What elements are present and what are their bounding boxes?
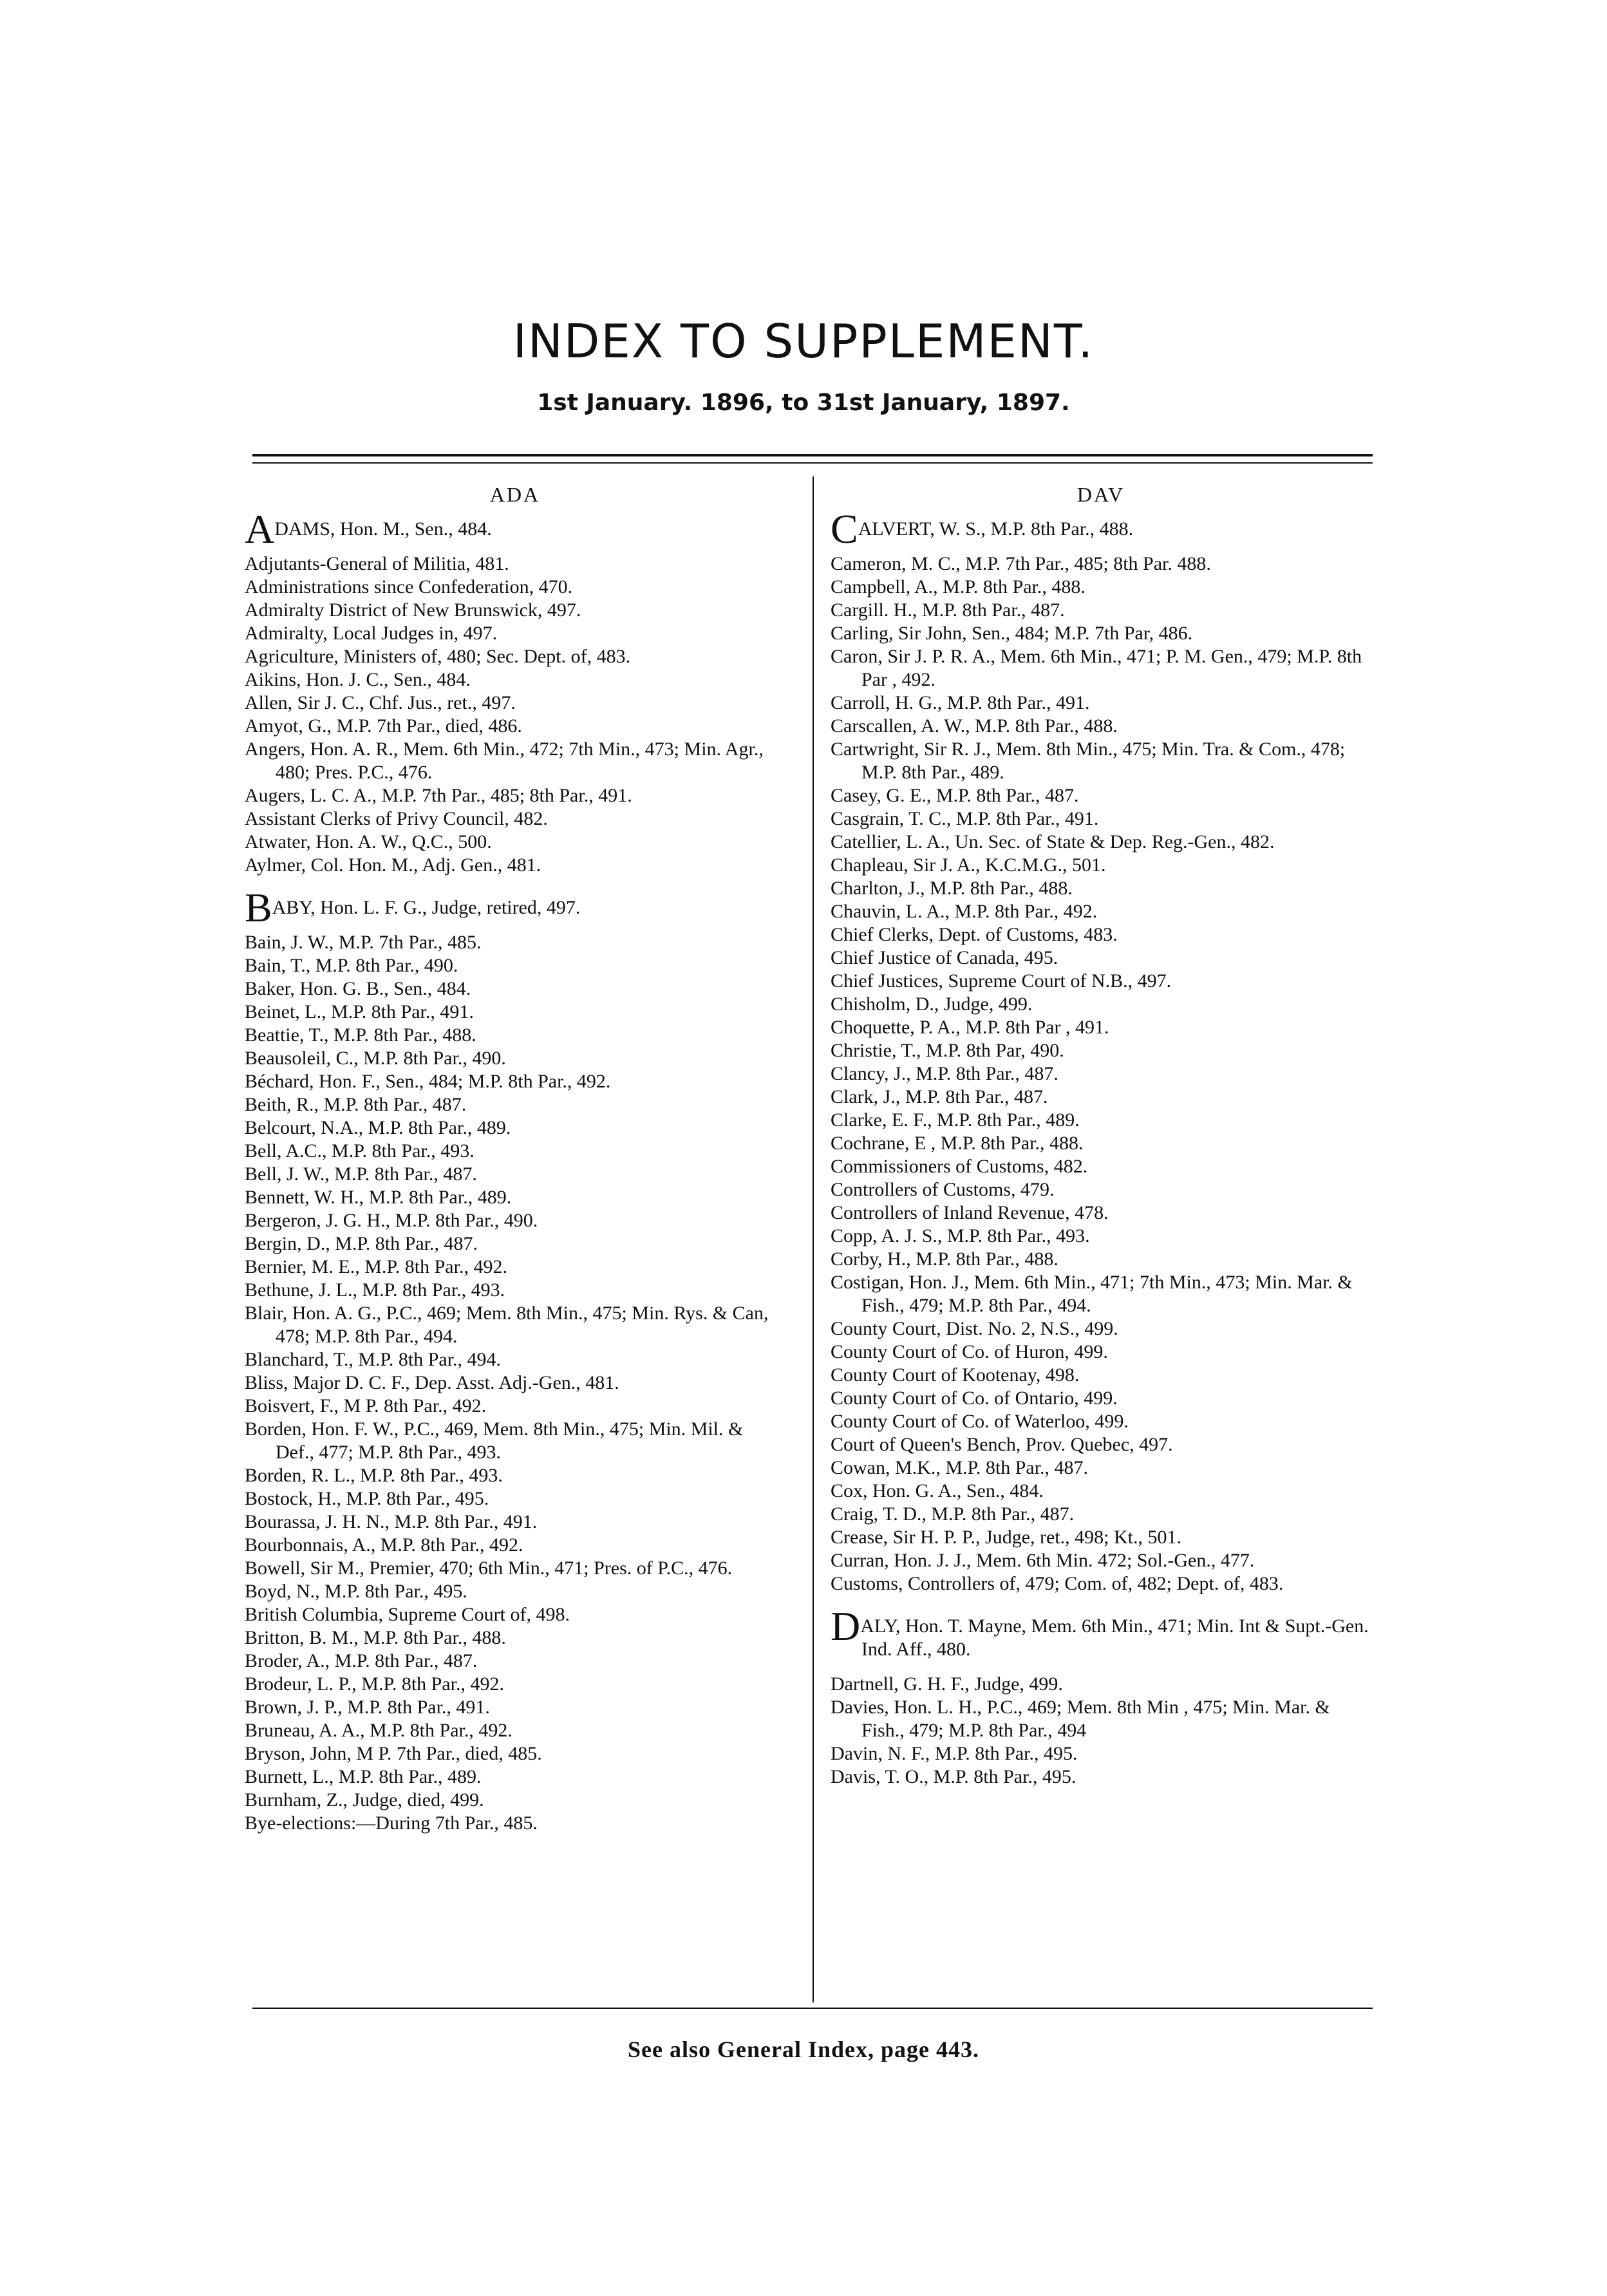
index-entry: Beausoleil, C., M.P. 8th Par., 490. xyxy=(245,1048,506,1069)
index-entry: Blanchard, T., M.P. 8th Par., 494. xyxy=(245,1349,502,1370)
index-entry: Administrations since Confederation, 470. xyxy=(245,576,573,598)
index-entry: Britton, B. M., M.P. 8th Par., 488. xyxy=(245,1627,506,1648)
index-entry: Davis, T. O., M.P. 8th Par., 495. xyxy=(831,1766,1076,1787)
drop-cap-letter: A xyxy=(245,506,275,552)
index-entry: Davin, N. F., M.P. 8th Par., 495. xyxy=(831,1743,1078,1764)
index-entry: Chauvin, L. A., M.P. 8th Par., 492. xyxy=(831,901,1098,922)
index-entry: Carroll, H. G., M.P. 8th Par., 491. xyxy=(831,692,1090,713)
index-entry: Béchard, Hon. F., Sen., 484; M.P. 8th Par., 492. xyxy=(245,1071,611,1092)
index-entry: Chief Justices, Supreme Court of N.B., 497. xyxy=(831,970,1172,992)
index-entry: Beattie, T., M.P. 8th Par., 488. xyxy=(245,1024,476,1046)
index-entry: Borden, R. L., M.P. 8th Par., 493. xyxy=(245,1465,503,1486)
left-column xyxy=(245,483,785,1854)
index-entry: Beinet, L., M.P. 8th Par., 491. xyxy=(245,1001,474,1022)
index-entry: County Court of Co. of Ontario, 499. xyxy=(831,1388,1118,1409)
index-entry: Bennett, W. H., M.P. 8th Par., 489. xyxy=(245,1187,512,1208)
index-entry: County Court of Kootenay, 498. xyxy=(831,1364,1080,1386)
index-entry: County Court of Co. of Waterloo, 499. xyxy=(831,1411,1129,1432)
date-range-subtitle: 1st January. 1896, to 31st January, 1897. xyxy=(537,390,1070,416)
index-entry: County Court, Dist. No. 2, N.S., 499. xyxy=(831,1318,1118,1339)
top-rule-thin xyxy=(252,462,1373,464)
index-entry: Baker, Hon. G. B., Sen., 484. xyxy=(245,978,471,999)
index-entry: Assistant Clerks of Privy Council, 482. xyxy=(245,808,548,829)
index-entry: Allen, Sir J. C., Chf. Jus., ret., 497. xyxy=(245,692,516,713)
index-entry: Bye-elections:—During 7th Par., 485. xyxy=(245,1812,538,1834)
index-entry: Blair, Hon. A. G., P.C., 469; Mem. 8th Min., 475; Min. Rys. & Can, 478; M.P. 8th Par., 494. xyxy=(245,1303,769,1347)
index-entry: Carling, Sir John, Sen., 484; M.P. 7th Par, 486. xyxy=(831,623,1193,644)
index-entry: Dartnell, G. H. F., Judge, 499. xyxy=(831,1673,1063,1695)
index-entry: Cameron, M. C., M.P. 7th Par., 485; 8th Par. 488. xyxy=(831,553,1211,574)
index-entry: Boisvert, F., M P. 8th Par., 492. xyxy=(245,1395,487,1416)
index-entry: Clarke, E. F., M.P. 8th Par., 489. xyxy=(831,1109,1080,1131)
index-entry: Bernier, M. E., M.P. 8th Par., 492. xyxy=(245,1256,507,1277)
drop-cap-letter: B xyxy=(245,885,272,930)
lead-entry-text: ABY, Hon. L. F. G., Judge, retired, 497. xyxy=(272,897,581,918)
right-index-groups xyxy=(831,506,1371,1789)
index-entry: Charlton, J., M.P. 8th Par., 488. xyxy=(831,878,1073,899)
index-entry: Borden, Hon. F. W., P.C., 469, Mem. 8th Min., 475; Min. Mil. & Def., 477; M.P. 8th Par., 493. xyxy=(245,1418,744,1463)
index-lead-entry xyxy=(831,506,1371,552)
index-entry: Chapleau, Sir J. A., K.C.M.G., 501. xyxy=(831,854,1106,876)
index-entry: Bryson, John, M P. 7th Par., died, 485. xyxy=(245,1743,542,1764)
index-entry: Bain, T., M.P. 8th Par., 490. xyxy=(245,955,458,976)
index-entry: Christie, T., M.P. 8th Par, 490. xyxy=(831,1040,1064,1061)
index-entry: Caron, Sir J. P. R. A., Mem. 6th Min., 471; P. M. Gen., 479; M.P. 8th Par , 492. xyxy=(831,646,1362,690)
index-letter-group xyxy=(245,506,785,877)
index-entry: Controllers of Customs, 479. xyxy=(831,1179,1055,1200)
index-entry: Choquette, P. A., M.P. 8th Par , 491. xyxy=(831,1017,1109,1038)
index-entry: Brown, J. P., M.P. 8th Par., 491. xyxy=(245,1697,490,1718)
index-entry: Angers, Hon. A. R., Mem. 6th Min., 472; 7th Min., 473; Min. Agr., 480; Pres. P.C., 476. xyxy=(245,739,764,783)
index-entry: Commissioners of Customs, 482. xyxy=(831,1156,1088,1177)
drop-cap-letter: D xyxy=(831,1603,861,1649)
index-entry: Agriculture, Ministers of, 480; Sec. Dept. of, 483. xyxy=(245,646,631,667)
index-entry: Cartwright, Sir R. J., Mem. 8th Min., 475; Min. Tra. & Com., 478; M.P. 8th Par., 489. xyxy=(831,739,1346,783)
index-entry: Broder, A., M.P. 8th Par., 487. xyxy=(245,1650,478,1671)
index-entry: Bergin, D., M.P. 8th Par., 487. xyxy=(245,1233,478,1254)
index-entry: Clark, J., M.P. 8th Par., 487. xyxy=(831,1086,1048,1107)
index-entry: Bourbonnais, A., M.P. 8th Par., 492. xyxy=(245,1534,523,1556)
index-entry: Bethune, J. L., M.P. 8th Par., 493. xyxy=(245,1279,505,1301)
index-entry: Chief Clerks, Dept. of Customs, 483. xyxy=(831,924,1118,945)
index-entry: County Court of Co. of Huron, 499. xyxy=(831,1341,1108,1362)
left-index-groups xyxy=(245,506,785,1835)
index-entry: Admiralty, Local Judges in, 497. xyxy=(245,623,498,644)
index-entry: Casey, G. E., M.P. 8th Par., 487. xyxy=(831,785,1079,806)
index-lead-entry xyxy=(245,885,785,930)
index-entry: Augers, L. C. A., M.P. 7th Par., 485; 8th Par., 491. xyxy=(245,785,632,806)
lead-entry-text: ALVERT, W. S., M.P. 8th Par., 488. xyxy=(858,518,1134,540)
index-lead-entry xyxy=(245,506,785,552)
index-entry: Curran, Hon. J. J., Mem. 6th Min. 472; Sol.-Gen., 477. xyxy=(831,1550,1255,1571)
index-letter-group xyxy=(831,506,1371,1595)
top-rule-thick xyxy=(252,454,1373,456)
index-entry: Amyot, G., M.P. 7th Par., died, 486. xyxy=(245,715,522,737)
index-entry: Campbell, A., M.P. 8th Par., 488. xyxy=(831,576,1085,598)
bottom-rule xyxy=(252,2008,1373,2009)
index-entry: Atwater, Hon. A. W., Q.C., 500. xyxy=(245,831,492,852)
index-entry: Casgrain, T. C., M.P. 8th Par., 491. xyxy=(831,808,1099,829)
index-entry: Craig, T. D., M.P. 8th Par., 487. xyxy=(831,1503,1075,1525)
index-entry: Bliss, Major D. C. F., Dep. Asst. Adj.-Gen., 481. xyxy=(245,1372,619,1393)
index-entry: Customs, Controllers of, 479; Com. of, 482; Dept. of, 483. xyxy=(831,1573,1284,1594)
index-entry: Bell, J. W., M.P. 8th Par., 487. xyxy=(245,1163,477,1185)
index-entry: Belcourt, N.A., M.P. 8th Par., 489. xyxy=(245,1117,511,1138)
index-entry: Cox, Hon. G. A., Sen., 484. xyxy=(831,1480,1044,1501)
index-entry: Bourassa, J. H. N., M.P. 8th Par., 491. xyxy=(245,1511,538,1532)
index-entry: Burnett, L., M.P. 8th Par., 489. xyxy=(245,1766,482,1787)
index-entry: Cowan, M.K., M.P. 8th Par., 487. xyxy=(831,1457,1089,1478)
index-entry: Court of Queen's Bench, Prov. Quebec, 497. xyxy=(831,1434,1173,1455)
column-divider xyxy=(813,476,814,2002)
index-letter-group xyxy=(831,1603,1371,1789)
index-entry: Catellier, L. A., Un. Sec. of State & Dep. Reg.-Gen., 482. xyxy=(831,831,1275,852)
index-entry: Bostock, H., M.P. 8th Par., 495. xyxy=(245,1488,489,1509)
index-entry: Boyd, N., M.P. 8th Par., 495. xyxy=(245,1581,467,1602)
index-entry: Bell, A.C., M.P. 8th Par., 493. xyxy=(245,1140,475,1162)
index-entry: Bowell, Sir M., Premier, 470; 6th Min., 471; Pres. of P.C., 476. xyxy=(245,1557,733,1579)
index-entry: Brodeur, L. P., M.P. 8th Par., 492. xyxy=(245,1673,504,1695)
footer-note: See also General Index, page 443. xyxy=(628,2037,979,2062)
index-entry: Costigan, Hon. J., Mem. 6th Min., 471; 7th Min., 473; Min. Mar. & Fish., 479; M.P. 8th Par., 494. xyxy=(831,1272,1353,1316)
index-entry: Adjutants-General of Militia, 481. xyxy=(245,553,509,574)
index-entry: Burnham, Z., Judge, died, 499. xyxy=(245,1789,484,1811)
lead-entry-text: ALY, Hon. T. Mayne, Mem. 6th Min., 471; Min. Int & Supt.-Gen. Ind. Aff., 480. xyxy=(860,1615,1369,1660)
index-lead-entry xyxy=(831,1603,1371,1661)
index-entry: Bergeron, J. G. H., M.P. 8th Par., 490. xyxy=(245,1210,538,1231)
right-column xyxy=(831,483,1371,1808)
right-column-head: DAV xyxy=(1076,483,1125,506)
index-entry: British Columbia, Supreme Court of, 498. xyxy=(245,1604,570,1625)
lead-entry-text: DAMS, Hon. M., Sen., 484. xyxy=(274,518,492,540)
index-entry: Aikins, Hon. J. C., Sen., 484. xyxy=(245,669,471,690)
index-entry: Copp, A. J. S., M.P. 8th Par., 493. xyxy=(831,1225,1090,1247)
index-entry: Cargill. H., M.P. 8th Par., 487. xyxy=(831,599,1065,621)
index-entry: Chief Justice of Canada, 495. xyxy=(831,947,1058,968)
index-entry: Beith, R., M.P. 8th Par., 487. xyxy=(245,1094,467,1115)
index-entry: Carscallen, A. W., M.P. 8th Par., 488. xyxy=(831,715,1118,737)
index-entry: Bruneau, A. A., M.P. 8th Par., 492. xyxy=(245,1720,512,1741)
index-entry: Davies, Hon. L. H., P.C., 469; Mem. 8th Min , 475; Min. Mar. & Fish., 479; M.P. 8th Par., 494 xyxy=(831,1697,1330,1741)
index-entry: Aylmer, Col. Hon. M., Adj. Gen., 481. xyxy=(245,854,541,876)
index-entry: Corby, H., M.P. 8th Par., 488. xyxy=(831,1248,1058,1270)
left-column-head: ADA xyxy=(489,483,541,506)
page-title: INDEX TO SUPPLEMENT. xyxy=(512,314,1095,368)
index-entry: Admiralty District of New Brunswick, 497. xyxy=(245,599,581,621)
index-letter-group xyxy=(245,885,785,1835)
index-entry: Crease, Sir H. P. P., Judge, ret., 498; Kt., 501. xyxy=(831,1527,1181,1548)
index-entry: Bain, J. W., M.P. 7th Par., 485. xyxy=(245,932,482,953)
drop-cap-letter: C xyxy=(831,506,858,552)
index-entry: Cochrane, E , M.P. 8th Par., 488. xyxy=(831,1133,1084,1154)
index-entry: Controllers of Inland Revenue, 478. xyxy=(831,1202,1109,1223)
index-entry: Chisholm, D., Judge, 499. xyxy=(831,993,1033,1015)
index-entry: Clancy, J., M.P. 8th Par., 487. xyxy=(831,1063,1058,1084)
